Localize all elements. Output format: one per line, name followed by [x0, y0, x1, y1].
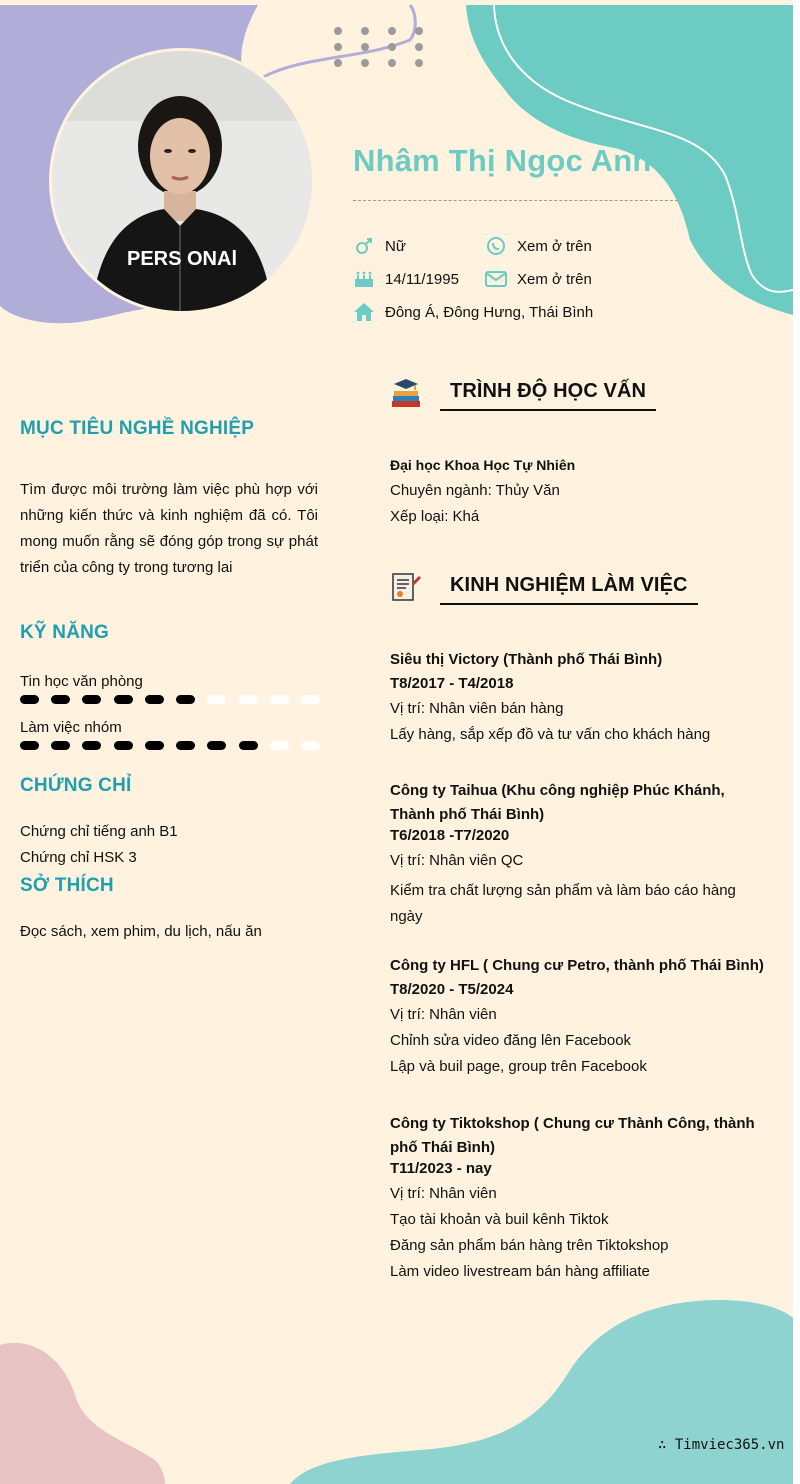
career-goal-title: MỤC TIÊU NGHỀ NGHIỆP: [20, 418, 255, 439]
education-major: Chuyên ngành: Thủy Văn: [390, 482, 560, 499]
whatsapp-icon: [485, 236, 507, 256]
birthday-text: 14/11/1995: [385, 270, 459, 288]
email-icon: [485, 269, 507, 289]
address-item: [353, 302, 593, 322]
portrait-image: [52, 51, 312, 311]
skills-title: KỸ NĂNG: [20, 622, 110, 643]
footer-brand: ∴ Timviec365.vn: [658, 1437, 785, 1453]
skill-segment: [145, 741, 164, 750]
skill-segment: [20, 741, 39, 750]
name-divider: [353, 200, 678, 201]
profile-photo: [52, 51, 312, 311]
job-line: Lấy hàng, sắp xếp đồ và tư vấn cho khách hàng: [390, 726, 711, 743]
job-line: Vị trí: Nhân viên: [390, 1185, 497, 1202]
skill-segment: [176, 741, 195, 750]
skill-segment: [82, 741, 101, 750]
skill-segment: [176, 695, 195, 704]
skill-segment: [270, 741, 289, 750]
job-line: Lập và buil page, group trên Facebook: [390, 1058, 647, 1075]
job-period: T11/2023 - nay: [390, 1160, 492, 1177]
skill-label: Tin học văn phòng: [20, 673, 143, 690]
phone-item: [485, 236, 592, 256]
hobbies-text: Đọc sách, xem phim, du lịch, nấu ăn: [20, 923, 262, 940]
job-line: Làm video livestream bán hàng affiliate: [390, 1263, 650, 1280]
experience-header: [390, 571, 698, 605]
skill-segment: [207, 741, 226, 750]
education-grade: Xếp loại: Khá: [390, 508, 480, 525]
skill-segment: [145, 695, 164, 704]
job-line: Đăng sản phẩm bán hàng trên Tiktokshop: [390, 1237, 669, 1254]
job-line: Vị trí: Nhân viên QC: [390, 852, 524, 869]
skill-segment: [239, 695, 258, 704]
job-line: Kiểm tra chất lượng sản phẩm và làm báo cáo hàng ngày: [390, 882, 736, 925]
skill-segment: [82, 695, 101, 704]
job-company: Siêu thị Victory (Thành phố Thái Bình): [390, 651, 663, 668]
job-period: T8/2017 - T4/2018: [390, 675, 514, 692]
education-school: Đại học Khoa Học Tự Nhiên: [390, 457, 576, 473]
job-line: Chỉnh sửa video đăng lên Facebook: [390, 1032, 632, 1049]
candidate-name: Nhâm Thị Ngọc Anh: [353, 143, 652, 178]
skill-label: Làm việc nhóm: [20, 719, 122, 736]
skill-level-bar: [20, 741, 320, 751]
job-line: Tạo tài khoản và buil kênh Tiktok: [390, 1211, 609, 1228]
job-line: Vị trí: Nhân viên: [390, 1006, 497, 1023]
certificate-item: Chứng chỉ HSK 3: [20, 849, 137, 866]
address-text: Đông Á, Đông Hưng, Thái Bình: [385, 303, 594, 321]
skill-segment: [20, 695, 39, 704]
email-text: Xem ở trên: [517, 270, 592, 288]
certificate-item: Chứng chỉ tiếng anh B1: [20, 823, 178, 840]
skill-segment: [270, 695, 289, 704]
hobbies-title: SỞ THÍCH: [20, 875, 114, 896]
career-goal-text: Tìm được môi trường làm việc phù hợp với những kiến thức và kinh nghiệm đã có. Tôi mong muốn rằng sẽ đóng góp trong sự phát triển của công ty trong tương lai: [20, 481, 318, 576]
certificates-title: CHỨNG CHỈ: [20, 775, 132, 796]
job-line: Vị trí: Nhân viên bán hàng: [390, 700, 564, 717]
gender-icon: [353, 236, 375, 256]
gender-item: [353, 236, 406, 256]
education-header: [390, 377, 656, 411]
home-icon: [353, 302, 375, 322]
skill-segment: [51, 741, 70, 750]
skill-segment: [114, 695, 133, 704]
skill-segment: [301, 695, 320, 704]
job-period: T6/2018 -T7/2020: [390, 827, 510, 844]
job-company: Công ty Taihua (Khu công nghiệp Phúc Khánh, Thành phố Thái Bình): [390, 782, 725, 823]
skill-segment: [239, 741, 258, 750]
birthday-item: [353, 269, 459, 289]
experience-title: KINH NGHIỆM LÀM VIỆC: [440, 571, 698, 605]
job-company: Công ty HFL ( Chung cư Petro, thành phố Thái Bình): [390, 957, 764, 974]
graduation-books-icon: [390, 377, 422, 409]
job-period: T8/2020 - T5/2024: [390, 981, 514, 998]
job-company: Công ty Tiktokshop ( Chung cư Thành Công, thành phố Thái Bình): [390, 1115, 755, 1156]
work-document-icon: [390, 571, 422, 603]
skill-segment: [51, 695, 70, 704]
skill-segment: [114, 741, 133, 750]
phone-text: Xem ở trên: [517, 237, 592, 255]
skill-level-bar: [20, 695, 320, 705]
gender-text: Nữ: [385, 237, 406, 255]
education-title: TRÌNH ĐỘ HỌC VẤN: [440, 377, 656, 411]
skill-segment: [207, 695, 226, 704]
email-item: [485, 269, 592, 289]
skill-segment: [301, 741, 320, 750]
birthday-cake-icon: [353, 269, 375, 289]
jacket-print-text: PERS ONAl: [126, 248, 238, 270]
